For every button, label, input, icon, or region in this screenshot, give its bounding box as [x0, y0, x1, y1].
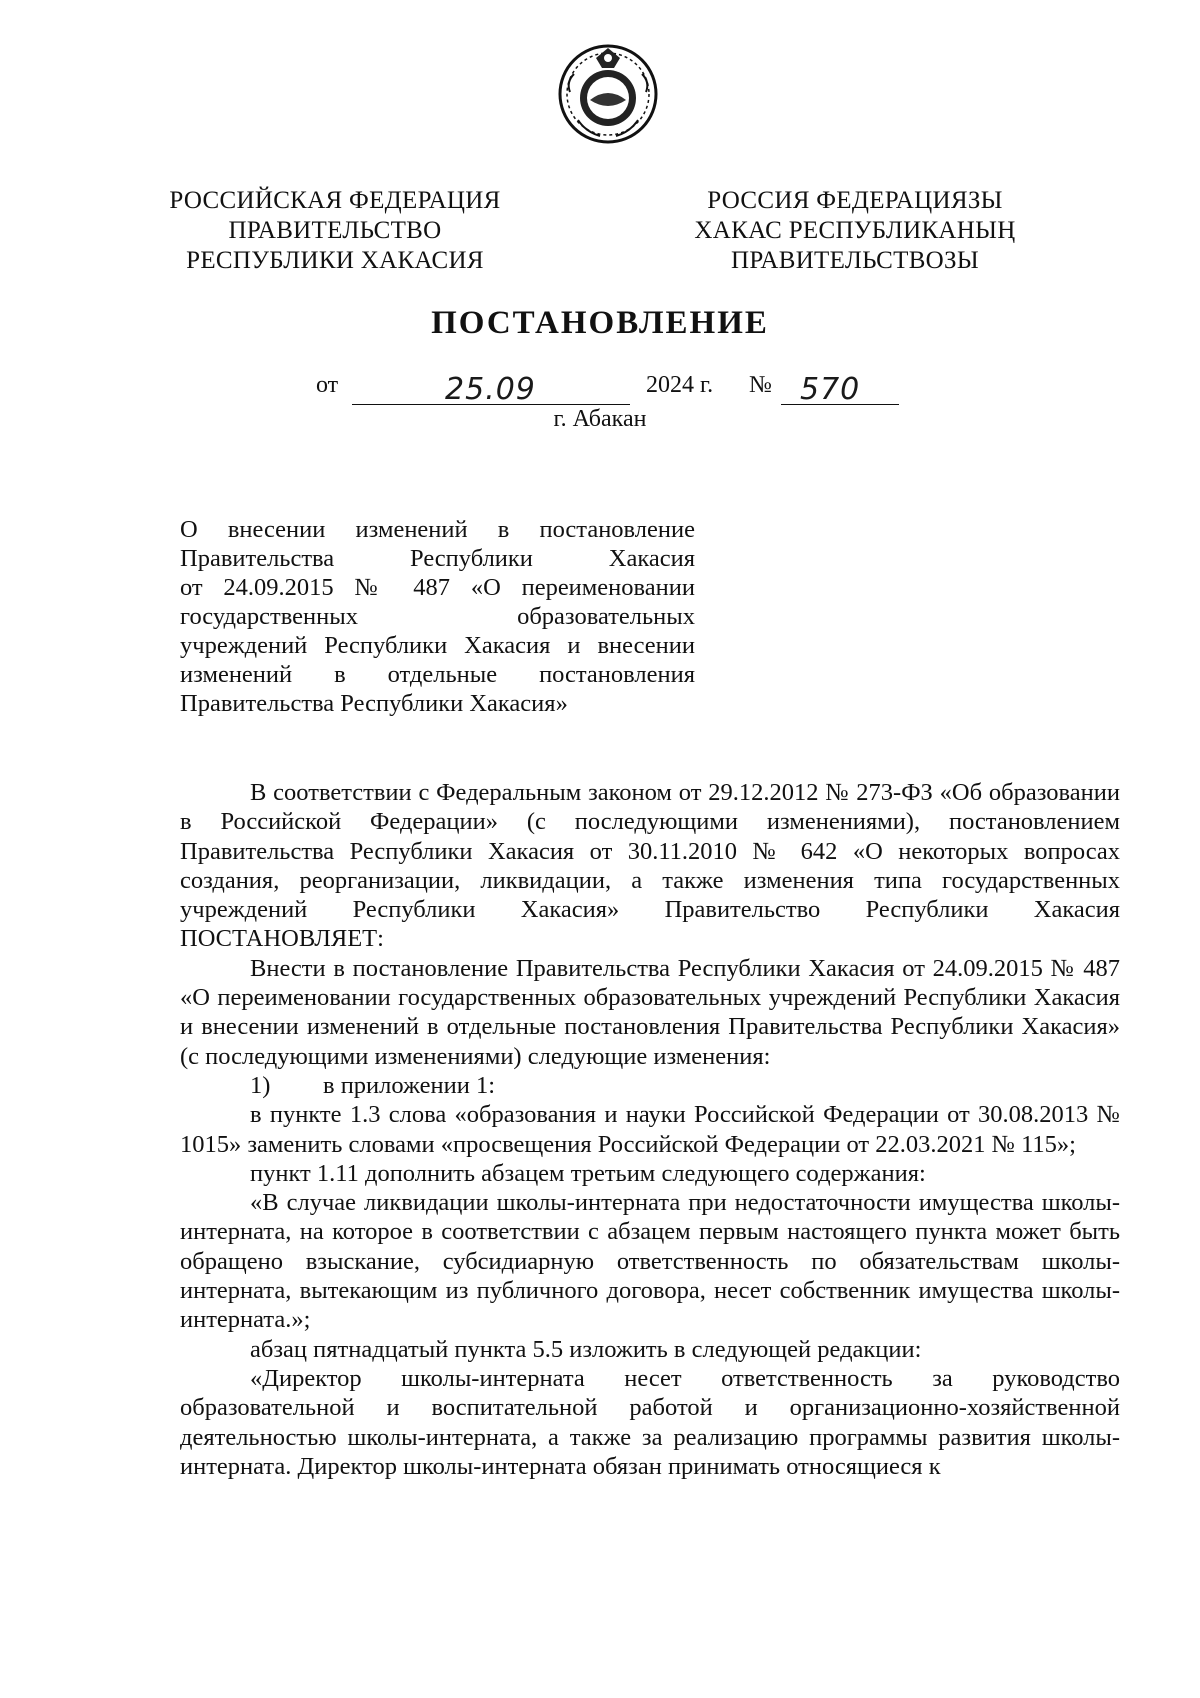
subject-line: О внесении изменений в постановление — [180, 516, 695, 543]
body-paragraph: в пункте 1.3 слова «образования и науки Российской Федерации от 30.08.2013 № 1015» заменить словами «просвещения Российской Федерации от 22.03.2021 № 115»; — [180, 1101, 1120, 1158]
document-type-title: ПОСТАНОВЛЕНИЕ — [431, 305, 769, 341]
body-paragraph: абзац пятнадцатый пункта 5.5 изложить в следующей редакции: — [250, 1335, 922, 1363]
header-right-line-2: ХАКАС РЕСПУБЛИКАНЫҢ — [694, 217, 1016, 244]
subject-line: государственных образовательных — [180, 603, 695, 630]
list-item-text: в приложении 1: — [323, 1071, 496, 1099]
coat-of-arms-emblem — [556, 42, 660, 146]
handwritten-date: 25.09 — [445, 372, 536, 407]
list-item — [180, 1071, 1120, 1100]
subject-line: изменений в отдельные постановления — [180, 661, 695, 688]
subject-block — [180, 515, 695, 718]
header-right-line-1: РОССИЯ ФЕДЕРАЦИЯЗЫ — [707, 187, 1003, 214]
body-paragraph: «В случае ликвидации школы-интерната при недостаточности имущества школы-интерната, на которое в соответствии с абзацем первым настоящего пункта может быть обращено взыскание, субсидиарную ответственность по обязательствам школы-интерната, вытекающим из публичного договора, несет собственник имущества школы-интерната.»; — [180, 1189, 1120, 1334]
body-paragraph: Внести в постановление Правительства Республики Хакасия от 24.09.2015 № 487 «О переименовании государственных образовательных учреждений Республики Хакасия и внесении изменений в отдельные постановления Правительства Республики Хакасия» (с последующими изменениями) следующие изменения: — [180, 954, 1120, 1070]
body-paragraph: «Директор школы-интерната несет ответственность за руководство образовательной и воспитательной работой и организационно-хозяйственной деятельностью школы-интерната, а также за реализацию программы развития школы-интерната. Директор школы-интерната обязан принимать относящиеся к — [180, 1364, 1120, 1480]
subject-line: учреждений Республики Хакасия и внесении — [180, 632, 695, 659]
subject-line: Правительства Республики Хакасия» — [180, 690, 568, 717]
header-left-line-3: РЕСПУБЛИКИ ХАКАСИЯ — [186, 247, 484, 274]
header-left-line-1: РОССИЙСКАЯ ФЕДЕРАЦИЯ — [169, 187, 501, 214]
handwritten-number: 570 — [800, 372, 861, 407]
city-label: г. Абакан — [553, 406, 647, 432]
subject-line: Правительства Республики Хакасия — [180, 545, 695, 572]
date-prefix: от — [316, 372, 339, 398]
header-right-line-3: ПРАВИТЕЛЬСТВОЗЫ — [731, 247, 979, 274]
body-paragraph: пункт 1.11 дополнить абзацем третьим следующего содержания: — [250, 1159, 926, 1187]
subject-line: от 24.09.2015 № 487 «О переименовании — [180, 574, 695, 601]
list-item-number: 1) — [250, 1071, 271, 1099]
header-right — [670, 186, 1040, 276]
document-body — [180, 778, 1120, 1481]
header-left-line-2: ПРАВИТЕЛЬСТВО — [228, 217, 442, 244]
number-label: № — [749, 372, 772, 398]
year-label: 2024 г. — [646, 372, 714, 398]
body-paragraph: В соответствии с Федеральным законом от 29.12.2012 № 273-ФЗ «Об образовании в Российской Федерации» (с последующими изменениями), постановлением Правительства Республики Хакасия от 30.11.2010 № 642 «О некоторых вопросах создания, реорганизации, ликвидации, а также изменения типа государственных учреждений Республики Хакасия» Правительство Республики Хакасия ПОСТАНОВЛЯЕТ: — [180, 779, 1120, 953]
header-left — [150, 186, 520, 276]
